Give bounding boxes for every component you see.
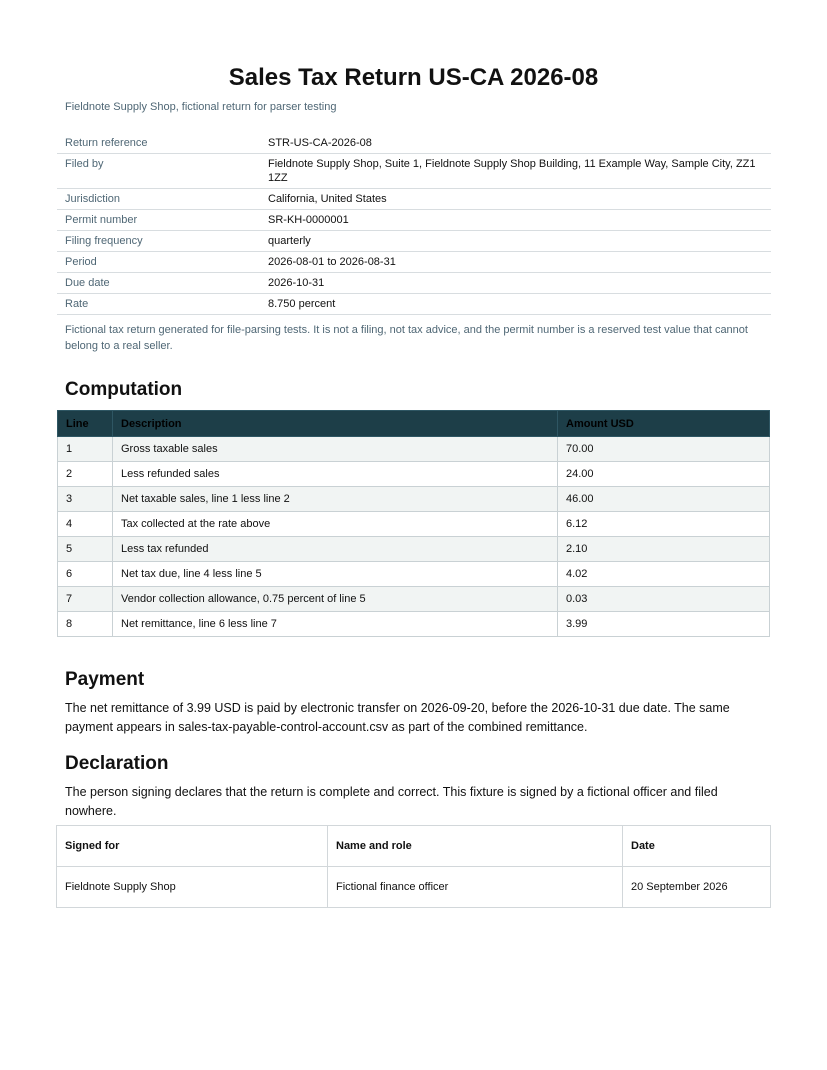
details-row (57, 210, 771, 231)
details-row (57, 252, 771, 273)
line-number: 7 (58, 587, 113, 612)
line-amount: 46.00 (558, 487, 770, 512)
signature-row (57, 867, 771, 908)
details-row (57, 273, 771, 294)
details-row (57, 294, 771, 315)
details-label: Period (57, 252, 260, 273)
line-number: 2 (58, 462, 113, 487)
column-header-signed-for: Signed for (57, 826, 328, 867)
declaration-heading: Declaration (65, 753, 169, 774)
line-number: 3 (58, 487, 113, 512)
details-row (57, 133, 771, 154)
line-number: 1 (58, 437, 113, 462)
table-row (58, 437, 770, 462)
table-row (58, 462, 770, 487)
line-description: Gross taxable sales (113, 437, 558, 462)
details-value: 2026-10-31 (260, 273, 771, 294)
column-header-date: Date (623, 826, 771, 867)
details-row (57, 189, 771, 210)
name-role-value: Fictional finance officer (328, 867, 623, 908)
line-amount: 6.12 (558, 512, 770, 537)
line-amount: 2.10 (558, 537, 770, 562)
line-amount: 3.99 (558, 612, 770, 637)
computation-header-row (58, 411, 770, 437)
details-label: Return reference (57, 133, 260, 154)
table-row (58, 587, 770, 612)
line-description: Net tax due, line 4 less line 5 (113, 562, 558, 587)
line-amount: 4.02 (558, 562, 770, 587)
details-row (57, 154, 771, 189)
line-amount: 70.00 (558, 437, 770, 462)
signature-table (56, 825, 771, 908)
signature-date: 20 September 2026 (623, 867, 771, 908)
details-value: quarterly (260, 231, 771, 252)
line-number: 5 (58, 537, 113, 562)
details-row (57, 231, 771, 252)
signed-for-value: Fieldnote Supply Shop (57, 867, 328, 908)
line-number: 8 (58, 612, 113, 637)
line-number: 6 (58, 562, 113, 587)
column-header-name-role: Name and role (328, 826, 623, 867)
column-header-description: Description (113, 411, 558, 437)
details-value: California, United States (260, 189, 771, 210)
line-number: 4 (58, 512, 113, 537)
details-label: Permit number (57, 210, 260, 231)
details-value: Fieldnote Supply Shop, Suite 1, Fieldnote Supply Shop Building, 11 Example Way, Sample City, ZZ1 1ZZ (260, 154, 771, 189)
details-value: STR-US-CA-2026-08 (260, 133, 771, 154)
table-row (58, 612, 770, 637)
page-title: Sales Tax Return US-CA 2026-08 (228, 64, 599, 91)
line-description: Less refunded sales (113, 462, 558, 487)
table-row (58, 537, 770, 562)
details-table (57, 133, 771, 315)
line-description: Tax collected at the rate above (113, 512, 558, 537)
line-description: Net remittance, line 6 less line 7 (113, 612, 558, 637)
details-label: Jurisdiction (57, 189, 260, 210)
details-value: SR-KH-0000001 (260, 210, 771, 231)
details-label: Rate (57, 294, 260, 315)
line-description: Vendor collection allowance, 0.75 percent of line 5 (113, 587, 558, 612)
payment-heading: Payment (65, 669, 145, 690)
table-row (58, 512, 770, 537)
table-row (58, 562, 770, 587)
disclaimer-note: Fictional tax return generated for file-parsing tests. It is not a filing, not tax advice, and the permit number is a reserved test value that cannot belong to a real seller. (65, 324, 748, 352)
line-amount: 0.03 (558, 587, 770, 612)
table-row (58, 487, 770, 512)
signature-header-row (57, 826, 771, 867)
line-amount: 24.00 (558, 462, 770, 487)
column-header-amount: Amount USD (558, 411, 770, 437)
declaration-text: The person signing declares that the return is complete and correct. This fixture is signed by a fictional officer and filed nowhere. (65, 785, 718, 818)
line-description: Less tax refunded (113, 537, 558, 562)
computation-heading: Computation (65, 379, 183, 400)
line-description: Net taxable sales, line 1 less line 2 (113, 487, 558, 512)
details-label: Filing frequency (57, 231, 260, 252)
page-subtitle: Fieldnote Supply Shop, fictional return for parser testing (65, 101, 337, 113)
details-label: Filed by (57, 154, 260, 189)
details-label: Due date (57, 273, 260, 294)
column-header-line: Line (58, 411, 113, 437)
details-value: 2026-08-01 to 2026-08-31 (260, 252, 771, 273)
computation-table (57, 410, 770, 637)
payment-text: The net remittance of 3.99 USD is paid by electronic transfer on 2026-09-20, before the 2026-10-31 due date. The same payment appears in sales-tax-payable-control-account.csv as part of the combined remittance. (65, 701, 730, 734)
details-value: 8.750 percent (260, 294, 771, 315)
